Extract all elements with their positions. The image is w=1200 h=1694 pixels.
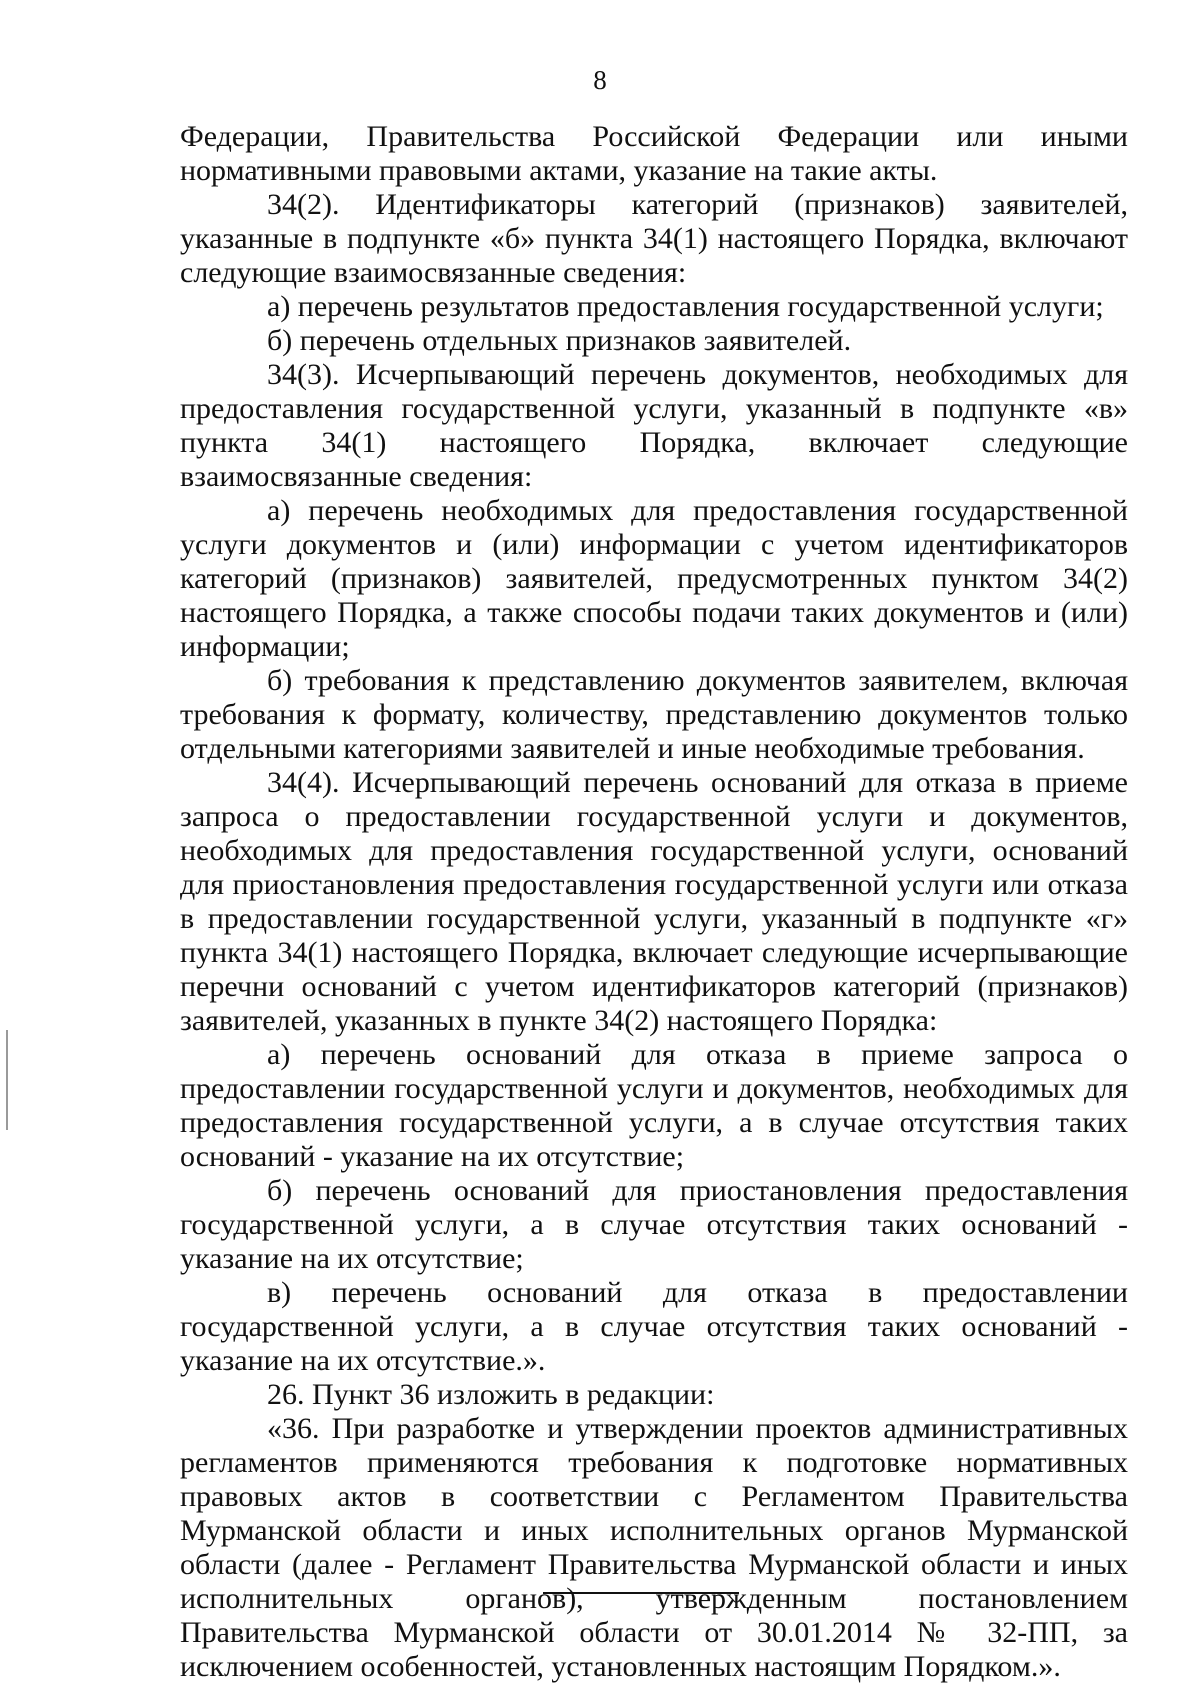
paragraph-34-2-b: б) перечень отдельных признаков заявителей.: [267, 324, 852, 357]
paragraph-36: «36. При разработке и утверждении проектов административных регламентов применяются требования к подготовке нормативных правовых актов в соответствии с Регламентом Правительства Мурманской области и иных исполнительных органов Мурманской области (далее - Регламент Правительства Мурманской области и иных исполнительных органов), утвержденным постановлением Правительства Мурманской области от 30.01.2014 № 32-ПП, за исключением особенностей, установленных настоящим Порядком.».: [180, 1412, 1128, 1683]
paragraph-34-4: 34(4). Исчерпывающий перечень оснований для отказа в приеме запроса о предоставлении государственной услуги и документов, необходимых для предоставления государственной услуги, оснований для приостановления предоставления государственной услуги или отказа в предоставлении государственной услуги, указанный в подпункте «г» пункта 34(1) настоящего Порядка, включает следующие исчерпывающие перечни оснований с учетом идентификаторов категорий (признаков) заявителей, указанных в пункте 34(2) настоящего Порядка:: [180, 766, 1128, 1037]
paragraph-34-4-b: б) перечень оснований для приостановления предоставления государственной услуги, а в случае отсутствия таких оснований - указание на их отсутствие;: [180, 1174, 1128, 1275]
paragraph-continuation: Федерации, Правительства Российской Федерации или иными нормативными правовыми актами, указание на такие акты.: [180, 120, 1128, 187]
paragraph-34-3-a: а) перечень необходимых для предоставления государственной услуги документов и (или) информации с учетом идентификаторов категорий (признаков) заявителей, предусмотренных пунктом 34(2) настоящего Порядка, а также способы подачи таких документов и (или) информации;: [180, 494, 1128, 663]
paragraph-34-4-a: а) перечень оснований для отказа в приеме запроса о предоставлении государственной услуги и документов, необходимых для предоставления государственной услуги, а в случае отсутствия таких оснований - указание на их отсутствие;: [180, 1038, 1128, 1173]
paragraph-34-2-a: а) перечень результатов предоставления государственной услуги;: [267, 290, 1104, 323]
paragraph-34-3: 34(3). Исчерпывающий перечень документов, необходимых для предоставления государственной услуги, указанный в подпункте «в» пункта 34(1) настоящего Порядка, включает следующие взаимосвязанные сведения:: [180, 358, 1128, 493]
margin-mark: [6, 1030, 8, 1130]
paragraph-26: 26. Пункт 36 изложить в редакции:: [267, 1378, 715, 1411]
paragraph-34-4-v: в) перечень оснований для отказа в предоставлении государственной услуги, а в случае отсутствия таких оснований - указание на их отсутствие.».: [180, 1276, 1128, 1377]
paragraph-34-3-b: б) требования к представлению документов заявителем, включая требования к формату, количеству, представлению документов только отдельными категориями заявителей и иные необходимые требования.: [180, 664, 1128, 765]
paragraph-34-2: 34(2). Идентификаторы категорий (признаков) заявителей, указанные в подпункте «б» пункта 34(1) настоящего Порядка, включают следующие взаимосвязанные сведения:: [180, 188, 1128, 289]
page-number: 8: [593, 65, 607, 95]
end-separator-line: [543, 1592, 739, 1594]
document-body: [180, 120, 1128, 1684]
